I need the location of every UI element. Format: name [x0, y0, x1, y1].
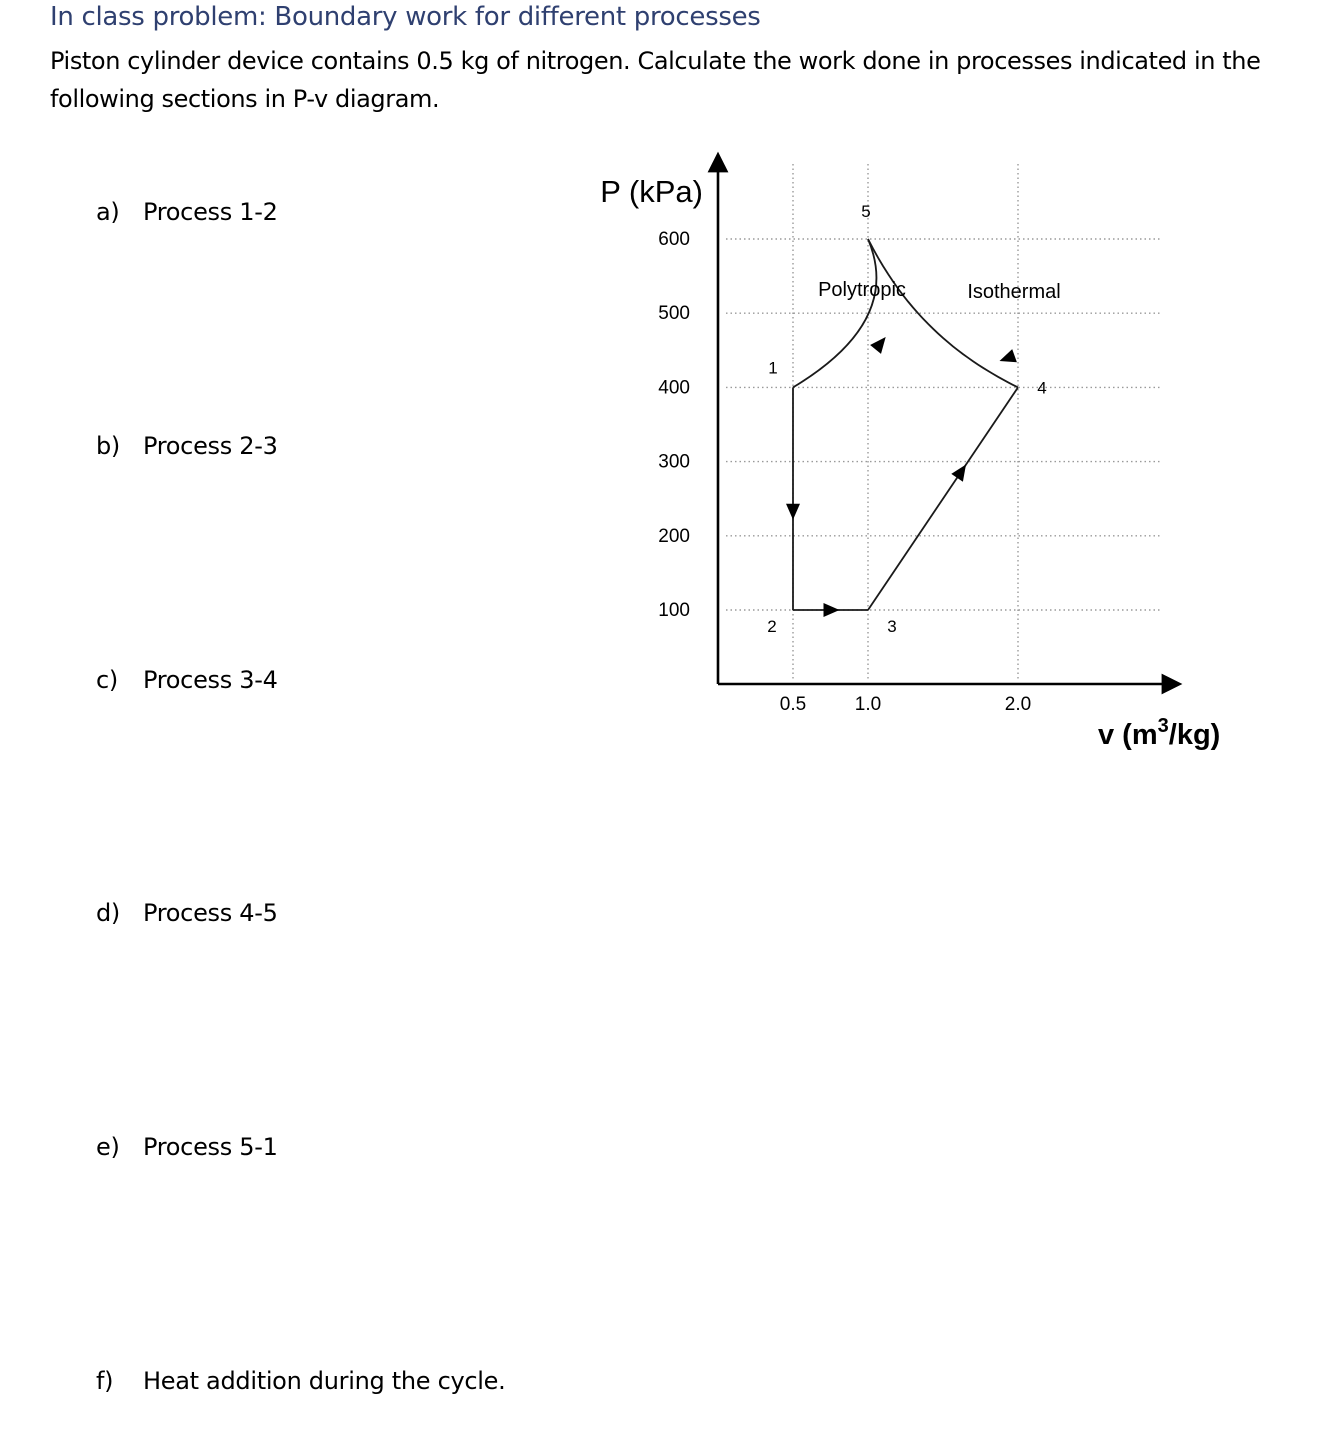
question-letter: c)	[96, 666, 118, 694]
state-label-1: 1	[768, 358, 778, 378]
question-label: Process 3-4	[143, 666, 278, 694]
arrow-1-2	[786, 504, 800, 520]
question-letter: b)	[96, 432, 120, 460]
question-label: Process 5-1	[143, 1133, 278, 1161]
state-label-5: 5	[861, 202, 871, 221]
arrow-4-5	[1000, 349, 1017, 362]
axes	[718, 162, 1172, 684]
x-axis-label: v $(m^3/kg)$	[1098, 715, 1221, 751]
y-tick-label: 300	[658, 451, 690, 473]
polytropic-label: Polytropic	[818, 279, 906, 301]
state-label-2: 2	[767, 617, 777, 636]
isothermal-label: Isothermal	[967, 281, 1061, 303]
question-letter: d)	[96, 899, 120, 927]
y-tick-label: 100	[658, 600, 690, 621]
question-e	[96, 1133, 278, 1161]
pv-diagram	[590, 150, 1250, 760]
y-tick-label: 200	[658, 525, 690, 547]
question-letter: f)	[96, 1367, 114, 1395]
y-tick-label: 500	[658, 303, 690, 325]
question-label: Process 4-5	[143, 899, 278, 927]
question-letter: a)	[96, 198, 120, 226]
page-title: In class problem: Boundary work for different processes	[50, 2, 761, 32]
process-3-4	[868, 387, 1018, 610]
chart-labels	[600, 174, 1220, 751]
arrow-2-3	[824, 603, 840, 617]
question-a	[96, 198, 278, 226]
question-d	[96, 899, 278, 927]
y-tick-label: 400	[658, 377, 690, 399]
state-label-4: 4	[1037, 378, 1047, 398]
grid-lines	[726, 164, 1160, 680]
question-label: Process 2-3	[143, 432, 278, 460]
x-tick-label: 2.0	[1004, 694, 1032, 715]
y-tick-label: 600	[658, 229, 690, 250]
problem-statement: Piston cylinder device contains 0.5 kg of nitrogen. Calculate the work done in processes indicated in the following sections in P-v diagram.	[50, 47, 1261, 113]
arrow-5-1	[870, 337, 886, 354]
question-b	[96, 432, 278, 460]
question-label: Process 1-2	[143, 198, 278, 226]
question-c	[96, 666, 278, 694]
arrow-3-4	[951, 465, 966, 482]
y-axis-label: P (kPa)	[600, 174, 703, 209]
question-label: Heat addition during the cycle.	[143, 1367, 506, 1395]
x-tick-label: 0.5	[779, 694, 807, 715]
x-tick-label: 1.0	[854, 694, 882, 715]
question-f	[96, 1367, 505, 1395]
question-letter: e)	[96, 1133, 120, 1161]
state-label-3: 3	[887, 617, 897, 636]
